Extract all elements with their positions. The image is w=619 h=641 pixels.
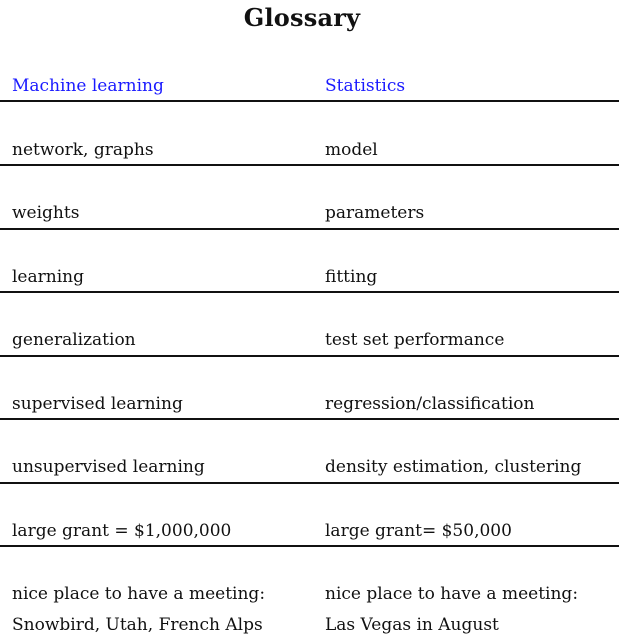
ml-term-line1: nice place to have a meeting: bbox=[12, 584, 266, 604]
ml-term: supervised learning bbox=[12, 394, 183, 414]
ml-term: large grant = $1,000,000 bbox=[12, 521, 232, 541]
row-divider bbox=[0, 545, 619, 547]
row-divider bbox=[0, 418, 619, 420]
page-title: Glossary bbox=[243, 3, 361, 32]
header-machine-learning: Machine learning bbox=[12, 76, 164, 96]
row-divider bbox=[0, 228, 619, 230]
stats-term: model bbox=[325, 140, 378, 160]
ml-term: unsupervised learning bbox=[12, 457, 205, 477]
stats-term: density estimation, clustering bbox=[325, 457, 582, 477]
stats-term: large grant= $50,000 bbox=[325, 521, 512, 541]
stats-term-line1: nice place to have a meeting: bbox=[325, 584, 579, 604]
row-divider bbox=[0, 482, 619, 484]
stats-term: regression/classification bbox=[325, 394, 535, 414]
stats-term-line2: Las Vegas in August bbox=[325, 615, 499, 635]
row-divider bbox=[0, 164, 619, 166]
ml-term: learning bbox=[12, 267, 84, 287]
stats-term: test set performance bbox=[325, 330, 505, 350]
ml-term: weights bbox=[12, 203, 80, 223]
ml-term: generalization bbox=[12, 330, 136, 350]
ml-term-line2: Snowbird, Utah, French Alps bbox=[12, 615, 263, 635]
stats-term: parameters bbox=[325, 203, 425, 223]
header-divider bbox=[0, 100, 619, 102]
stats-term: fitting bbox=[325, 267, 378, 287]
row-divider bbox=[0, 355, 619, 357]
row-divider bbox=[0, 291, 619, 293]
header-statistics: Statistics bbox=[325, 76, 406, 96]
ml-term: network, graphs bbox=[12, 140, 154, 160]
